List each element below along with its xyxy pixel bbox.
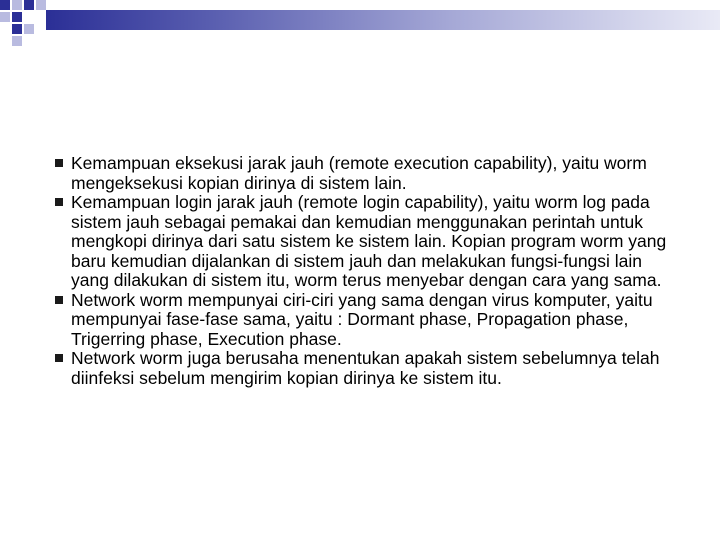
bullet-text: Network worm mempunyai ciri-ciri yang sama dengan virus komputer, yaitu mempunyai fase-fase sama, yaitu : Dormant phase, Propagation phase, Trigerring phase, Execution phase.: [71, 289, 653, 349]
header-square: [12, 12, 22, 22]
bullet-text: Network worm juga berusaha menentukan apakah sistem sebelumnya telah diinfeksi sebelum mengirim kopian dirinya ke sistem itu.: [71, 348, 660, 388]
header-square: [36, 0, 46, 10]
header-square: [12, 0, 22, 10]
slide-content: [56, 154, 684, 388]
header-square: [24, 12, 34, 22]
bullet-list: [56, 154, 684, 388]
header-gradient-bar: [46, 10, 720, 30]
header-square: [0, 12, 10, 22]
header-square: [0, 0, 10, 10]
bullet-item: [56, 193, 684, 291]
square-bullet-icon: [55, 198, 63, 206]
square-bullet-icon: [55, 296, 63, 304]
bullet-item: [56, 291, 684, 350]
square-bullet-icon: [55, 354, 63, 362]
bullet-item: [56, 349, 684, 388]
header-square: [24, 0, 34, 10]
header-square: [12, 36, 22, 46]
header-square: [12, 24, 22, 34]
header-decoration: [0, 0, 720, 50]
bullet-item: [56, 154, 684, 193]
bullet-text: Kemampuan eksekusi jarak jauh (remote execution capability), yaitu worm mengeksekusi kopian dirinya di sistem lain.: [71, 153, 647, 193]
bullet-text: Kemampuan login jarak jauh (remote login capability), yaitu worm log pada sistem jauh sebagai pemakai dan kemudian menggunakan perintah untuk mengkopi dirinya dari satu sistem ke sistem lain. Kopian program worm yang baru kemudian dijalankan di sistem jauh dan melakukan fungsi-fungsi lain yang dilakukan di sistem itu, worm terus menyebar dengan cara yang sama.: [71, 192, 667, 290]
header-square: [24, 24, 34, 34]
square-bullet-icon: [55, 159, 63, 167]
